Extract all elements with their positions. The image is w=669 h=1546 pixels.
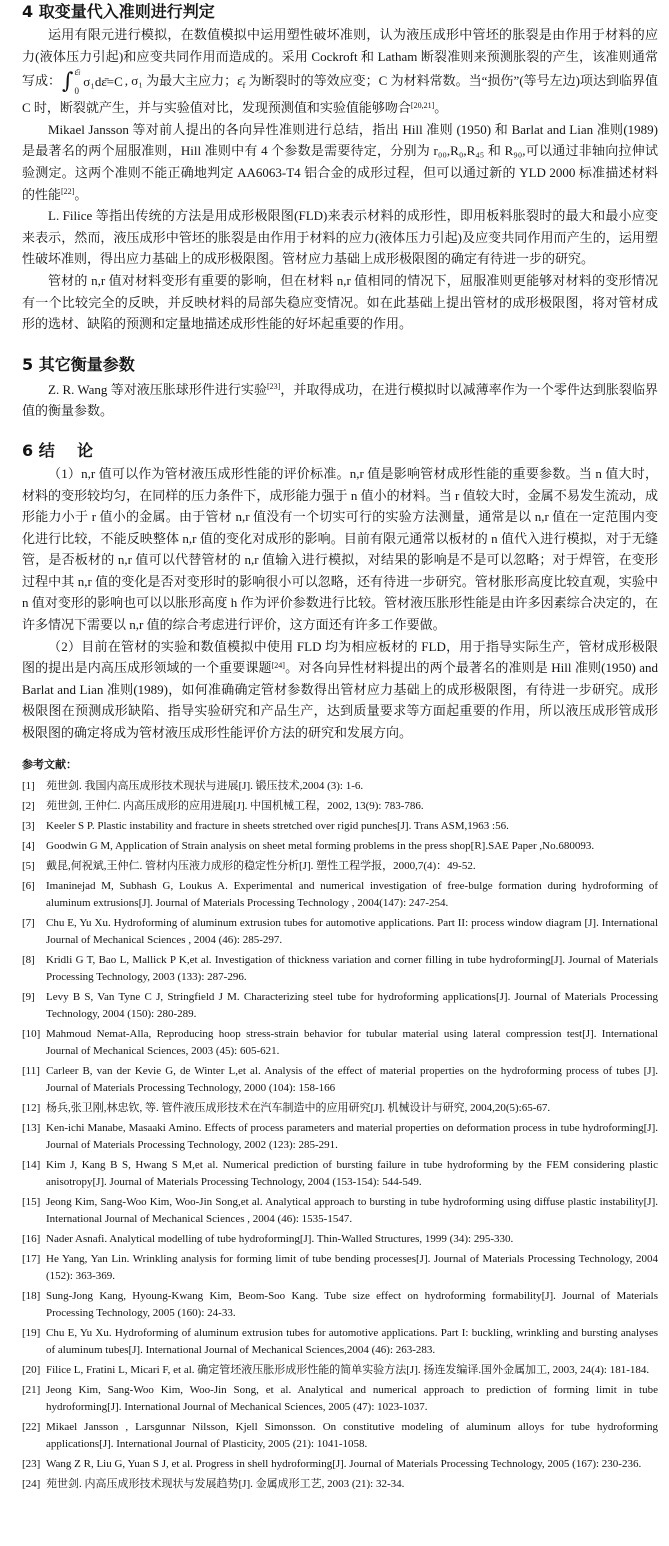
section-5-paragraph-1 <box>22 379 658 422</box>
section-5-heading: 5 其它衡量参数 <box>22 354 135 374</box>
reference-label: [7] <box>22 916 35 929</box>
reference-text: Wang Z R, Liu G, Yuan S J, et al. Progress in shell hydroforming[J]. Journal of Materials Processing Technology, 2005 (167): 230-236. <box>46 1457 642 1470</box>
reference-text: 苑世剑. 我国内高压成形技术现状与进展[J]. 锻压技术,2004 (3): 1-6. <box>46 779 364 792</box>
reference-text: 戴昆,何祝斌,王仲仁. 管材内压液力成形的稳定性分析[J]. 塑性工程学报，2000,7(4)：49-52. <box>46 859 476 872</box>
reference-label: [3] <box>22 819 35 832</box>
reference-item <box>22 1419 658 1453</box>
reference-text: Goodwin G M, Application of Strain analysis on sheet metal forming problems in the press shop[R].SAE Paper ,No.680093. <box>46 839 595 852</box>
paragraph-text: , σ₁ 为最大主应力；ε̄ <box>124 73 243 89</box>
paragraph-text: Z. R. Wang 等对液压胀球形件进行实验 <box>48 381 267 397</box>
section-6-heading: 6 结 论 <box>22 440 93 460</box>
reference-label: [14] <box>22 1158 41 1171</box>
reference-label: [20] <box>22 1363 41 1376</box>
reference-text: Imaninejad M, Subhash G, Loukus A. Experimental and numerical investigation of free-bulge formation during hydroforming of aluminum extrusions[J]. Journal of Materials Processing Technology , 2004(147): 247-254. <box>46 879 658 909</box>
reference-text: Kim J, Kang B S, Hwang S M,et al. Numerical prediction of bursting failure in tube hydroforming by the FEM considering plastic anisotropy[J]. Journal of Materials Processing Technology, 2004 (153-154): 544-549. <box>46 1158 658 1188</box>
upper-limit-symbol: ε̄ <box>74 67 79 78</box>
reference-label: [12] <box>22 1101 41 1114</box>
section-4-heading: 4 取变量代入准则进行判定 <box>22 2 215 21</box>
reference-item <box>22 1288 658 1322</box>
reference-text: Levy B S, Van Tyne C J, Stringfield J M. Characterizing steel tube for hydroforming applications[J]. Journal of Materials Processing Technology, 2004 (150): 280-289. <box>46 990 658 1020</box>
reference-item <box>22 1325 658 1359</box>
reference-item <box>22 1157 658 1191</box>
reference-text: Jeong Kim, Sang-Woo Kim, Woo-Jin Song,et al. Analytical approach to bursting in tube hydroforming using diffuse plastic instability[J]. International Journal of Mechanical Sciences , 2004 (46): 1535-1547. <box>46 1195 658 1225</box>
reference-label: [18] <box>22 1289 41 1302</box>
reference-item <box>22 1063 658 1097</box>
reference-text: Chu E, Yu Xu. Hydroforming of aluminum extrusion tubes for automotive applications. Part II: process window diagram [J]. International Journal of Mechanical Sciences , 2004 (46): 285-297. <box>46 916 658 946</box>
reference-text: Ken-ichi Manabe, Masaaki Amino. Effects of process parameters and material properties on deformation process in tube hydroforming[J]. Journal of Materials Processing Technology, 2002 (123): 285-291. <box>46 1121 658 1151</box>
reference-item <box>22 1476 658 1493</box>
reference-text: Nader Asnafi. Analytical modelling of tube hydroforming[J]. Thin-Walled Structures, 1999 (34): 295-330. <box>46 1232 514 1245</box>
paragraph-text: 运用有限元进行模拟，在数值模拟中运用塑性破坏准则，认为液压成形中管坯的胀裂是由作用于材料的应力(液体压力引起)和应变共同作用而造成的。采用 Cockroft 和 Latham 断裂准则来预测胀裂的产生，该准则通常写成： <box>22 27 658 89</box>
reference-label: [23] <box>22 1457 41 1470</box>
reference-label: [8] <box>22 953 35 966</box>
integral-sign: ∫ <box>62 69 74 95</box>
section-4-paragraph-3: L. Filice 等指出传统的方法是用成形极限图(FLD)来表示材料的成形性，即用板料胀裂时的最大和最小应变来表示，然而，液压成形中管坯的胀裂是由作用于材料的应力(液体压力引起)及应变共同作用而产生的，运用塑性破坏准则，得出应力基础上的成形极限图。管材应力基础上成形极限图的确定有待进一步的研究。 <box>22 208 658 267</box>
reference-label: [4] <box>22 839 35 852</box>
reference-text: Kridli G T, Bao L, Mallick P K,et al. Investigation of thickness variation and corner filling in tube hydroforming[J]. Journal of Materials Processing Technology, 2003 (133): 287-296. <box>46 953 658 983</box>
reference-text: Chu E, Yu Xu. Hydroforming of aluminum extrusion tubes for automotive applications. Part I: buckling, wrinkling and bursting analyses of aluminum tubes[J]. International Journal of Mechanical Sciences,2004 (46): 263-283. <box>46 1326 658 1356</box>
reference-item <box>22 858 658 875</box>
reference-label: [19] <box>22 1326 41 1339</box>
reference-label: [16] <box>22 1232 41 1245</box>
reference-item <box>22 878 658 912</box>
reference-item <box>22 1120 658 1154</box>
reference-item <box>22 1231 658 1248</box>
citation: [20,21] <box>410 100 435 110</box>
reference-text: Jeong Kim, Sang-Woo Kim, Woo-Jin Song, et al. Analytical and numerical approach to prediction of forming limit in tube hydroforming[J]. International Journal of Mechanical Sciences, 2005 (47): 1023-1037. <box>46 1383 658 1413</box>
reference-item <box>22 818 658 835</box>
reference-text: Mahmoud Nemat-Alla, Reproducing hoop stress-strain behavior for tubular material using lateral compression test[J]. International Journal of Mechanical Sciences, 2003 (45): 605-621. <box>46 1027 658 1057</box>
reference-label: [6] <box>22 879 35 892</box>
paragraph-text: ，并取得成功，在进行模拟时以减薄率作为一个零件达到胀裂临界值的衡量参数。 <box>22 381 658 419</box>
conclusion-paragraph-1: （1）n,r 值可以作为管材液压成形性能的评价标准。n,r 值是影响管材成形性能的重要参数。当 n 值大时，材料的变形较均匀，在同样的压力条件下，成形能力强于 n 值小的材料。当 r 值较大时，金属不易发生流动，成形能力小于 r 值小的金属。由于管材 n,r 值没有一个切实可行的实验方法测量，通常是以 n,r 值在一定范围内变化进行比较，不能反映整体 n,r 值的变化对成形的影响。目前有限元通常以板材的 n 值代入进行模拟，对于无缝管，是否板材的 n,r 值可以代替管材的 n,r 值输入进行模拟，对结果的影响是不是可以忽略；对于焊管，在变形过程中其 n,r 值的变化是否对变形时的影响很小可以忽略，还有待进一步研究。管材胀形高度比较直观，实验中 n 值对变形的影响也可以以胀形高度 h 作为评价参数进行比较。管材液压胀形性能是由许多因素综合决定的，在许多情况下需要以 n,r 值的综合考虑进行评价，这方面还有许多工作要做。 <box>22 465 658 633</box>
reference-label: [11] <box>22 1064 40 1077</box>
paragraph-text: （2）目前在管材的实验和数值模拟中使用 FLD 均为相应板材的 FLD，用于指导实际生产，管材成形极限图的提出是内高压成形领域的一个重要课题 <box>22 638 658 676</box>
reference-item <box>22 1382 658 1416</box>
reference-label: [24] <box>22 1477 41 1490</box>
paragraph-text: 为断裂时的等效应变；C 为材料常数。当“损伤”(等号左边)项达到临界值 C 时，断裂就产生，并与实验值对比，发现预测值和实验值能够吻合 <box>22 73 658 116</box>
citation: [24] <box>271 660 285 670</box>
reference-item <box>22 1251 658 1285</box>
fracture-criterion-formula <box>62 67 123 97</box>
reference-label: [21] <box>22 1383 41 1396</box>
citation: [23] <box>266 382 281 392</box>
reference-item <box>22 1026 658 1060</box>
paragraph-text: Mikael Jansson 等对前人提出的各向异性准则进行总结，指出 Hill 准则 (1950) 和 Barlat and Lian 准则(1989)是最著名的两个屈服准则，Hill 准则中有 4 个参数是需要待定，分别为 r₀₀,R₀,R₄₅ 和 R₉₀,可以通过非轴向拉伸试验测定。这两个准则不能正确地判定 AA6063-T4 铝合金的成形过程，但可以通过新的 YLD 2000 标准描述材料的性能 <box>22 121 658 202</box>
reference-item <box>22 1194 658 1228</box>
reference-item <box>22 1100 658 1117</box>
reference-item <box>22 915 658 949</box>
reference-label: [2] <box>22 799 35 812</box>
reference-label: [9] <box>22 990 35 1003</box>
conclusion-paragraph-2 <box>22 636 658 744</box>
upper-limit-subscript: f <box>78 71 81 78</box>
reference-text: Keeler S P. Plastic instability and fracture in sheets stretched over rigid punches[J]. Trans ASM,1963 :56. <box>46 819 509 832</box>
reference-text: 苑世剑. 内高压成形技术现状与发展趋势[J]. 金属成形工艺, 2003 (21): 32-34. <box>46 1477 405 1490</box>
paragraph-text: 。 <box>434 100 448 116</box>
reference-item <box>22 838 658 855</box>
reference-list <box>22 778 658 1493</box>
reference-text: Carleer B, van der Kevie G, de Winter L,et al. Analysis of the effect of material properties on the hydroforming process of tubes [J]. Journal of Materials Processing Technology, 2000 (104): 158-166 <box>46 1064 658 1094</box>
citation: [22] <box>61 187 75 197</box>
reference-item <box>22 798 658 815</box>
reference-text: Sung-Jong Kang, Hyoung-Kwang Kim, Beom-Soo Kang. Tube size effect on hydroforming formability[J]. Journal of Materials Processing Technology, 2005 (160): 24-33. <box>46 1289 658 1319</box>
reference-item <box>22 1456 658 1473</box>
reference-item <box>22 952 658 986</box>
reference-text: Mikael Jansson , Larsgunnar Nilsson, Kjell Simonsson. On constitutive modeling of aluminum alloys for tube hydroforming applications[J]. International Journal of Plasticity, 2005 (21): 1041-1058. <box>46 1420 658 1450</box>
section-4-paragraph-4: 管材的 n,r 值对材料变形有重要的影响，但在材料 n,r 值相同的情况下，屈服准则更能够对材料的变形情况有一个比较完全的反映，并反映材料的局部失稳应变情况。如在此基础上提出管材的成形极限图，将对管材成形的选材、缺陷的预测和定量地描述成形性能的好坏起重要的作用。 <box>22 272 658 332</box>
reference-label: [22] <box>22 1420 41 1433</box>
reference-text: 苑世剑, 王仲仁. 内高压成形的应用进展[J]. 中国机械工程，2002, 13(9): 783-786. <box>46 799 424 812</box>
section-4-paragraph-2 <box>22 119 658 205</box>
upper-limit <box>75 67 81 80</box>
section-4-paragraph-1 <box>22 24 658 119</box>
reference-text: Filice L, Fratini L, Micari F, et al. 确定管坯液压胀形成形性能的简单实验方法[J]. 扬连发编译.国外金属加工, 2003, 24(4): 181-184. <box>46 1363 650 1376</box>
reference-label: [15] <box>22 1195 41 1208</box>
paragraph-text: 。对各向异性材料提出的两个最著名的准则是 Hill 准则(1950) and Barlat and Lian 准则(1989)，如何准确确定管材参数得出管材应力基础上的成形极限图，有待进一步研究。成形极限图在预测成形缺陷、指导实验研究和产品生产，达到质量要求等方面起重要的作用，所以液压成形管成形极限图的确定将成为管材液压成形性能评价方法的研究和发展方向。 <box>22 660 658 741</box>
reference-item <box>22 778 658 795</box>
reference-text: He Yang, Yan Lin. Wrinkling analysis for forming limit of tube bending processes[J]. Journal of Materials Processing Technology, 2004 (152): 363-369. <box>46 1252 658 1282</box>
reference-label: [10] <box>22 1027 41 1040</box>
reference-label: [1] <box>22 779 35 792</box>
integrand: σ₁dε̄=C <box>83 74 123 90</box>
paragraph-text: 。 <box>74 186 88 202</box>
reference-label: [17] <box>22 1252 41 1265</box>
subscript: f <box>242 80 246 90</box>
reference-label: [5] <box>22 859 35 872</box>
reference-text: 杨兵,张卫刚,林忠钦, 等. 管件液压成形技术在汽车制造中的应用研究[J]. 机械设计与研究, 2004,20(5):65-67. <box>46 1101 551 1114</box>
lower-limit: 0 <box>74 86 79 97</box>
references-heading: 参考文献： <box>22 757 77 771</box>
reference-label: [13] <box>22 1121 41 1134</box>
reference-item <box>22 989 658 1023</box>
integral-limits <box>75 67 81 97</box>
reference-item <box>22 1362 658 1379</box>
